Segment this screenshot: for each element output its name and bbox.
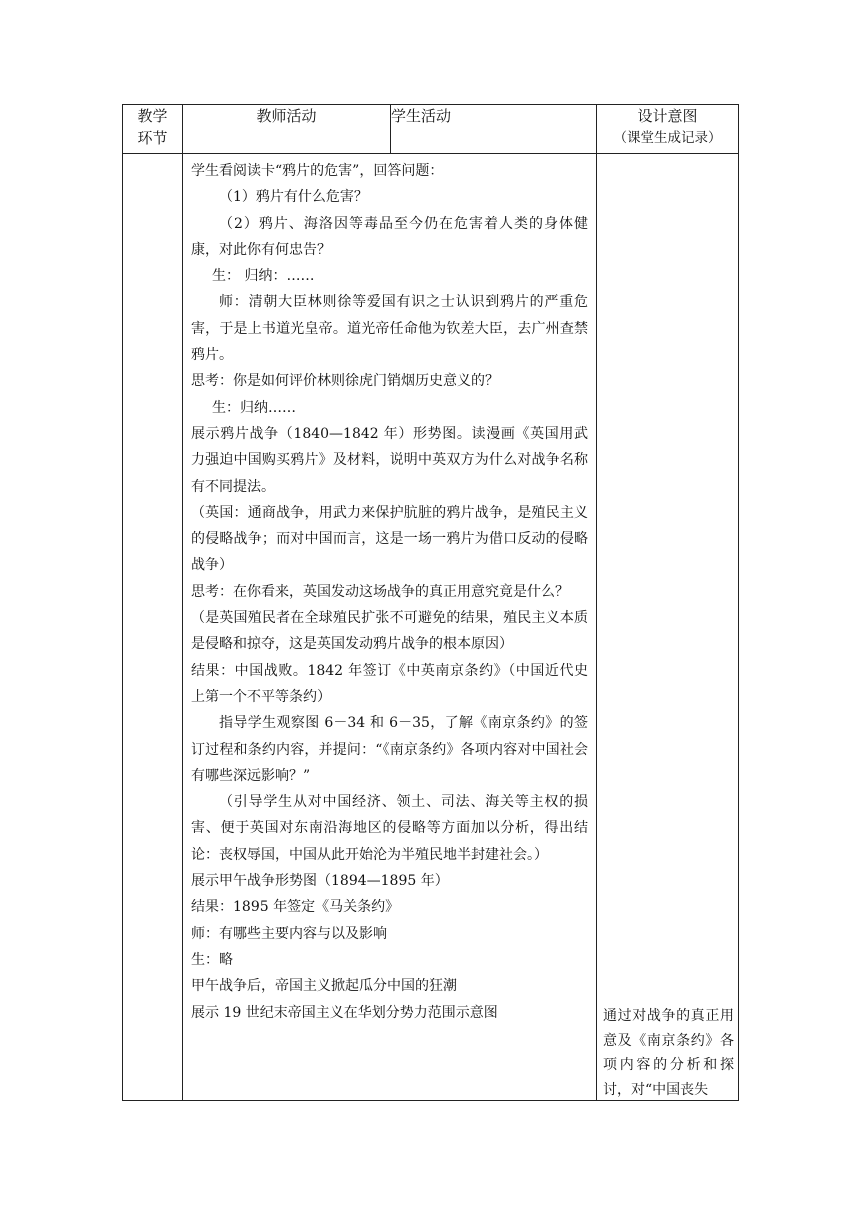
activity-paragraph: 展示 19 世纪末帝国主义在华划分势力范围示意图 (191, 1004, 498, 1021)
activity-paragraph: （2）鸦片、海洛因等毒品至今仍在危害着人类的身体健康，对此你有何忠告？ (191, 215, 588, 258)
header-teacher-activity: 教师活动 (183, 105, 391, 154)
activity-paragraph: 指导学生观察图 6－34 和 6－35，了解《南京条约》的签订过程和条约内容，并提问：“《南京条约》各项内容对中国社会有哪些深远影响？” (191, 715, 588, 784)
activity-paragraph: 思考：你是如何评价林则徐虎门销烟历史意义的？ (191, 373, 499, 390)
header-teaching-stage (123, 105, 183, 154)
activity-paragraph: 生：略 (191, 951, 233, 968)
activity-paragraph: 生： 归纳：…… (212, 268, 315, 285)
activity-paragraph: （1）鸦片有什么危害？ (219, 189, 368, 206)
activity-paragraph: 生：归纳…… (212, 399, 296, 416)
teaching-stage-cell (123, 154, 183, 1101)
activity-paragraph: （英国：通商战争，用武力来保护肮脏的鸦片战争，是殖民主义的侵略战争；而对中国而言，这是一场一鸦片为借口反动的侵略战争） (191, 504, 588, 574)
activity-paragraph: （引导学生从对中国经济、领土、司法、海关等主权的损害、便于英国对东南沿海地区的侵略等方面加以分析，得出结论：丧权辱国，中国从此开始沦为半殖民地半封建社会。） (191, 794, 588, 863)
activity-paragraph: 师：清朝大臣林则徐等爱国有识之士认识到鸦片的严重危害，于是上书道光皇帝。道光帝任命他为钦差大臣，去广州查禁鸦片。 (191, 294, 588, 364)
activity-paragraph: 展示甲午战争形势图（1894—1895 年） (191, 873, 449, 890)
teacher-activity-cell (183, 154, 597, 1101)
activity-paragraph: 甲午战争后，帝国主义掀起瓜分中国的狂潮 (191, 978, 457, 995)
activity-paragraph: 结果：中国战败。1842 年签订《中英南京条约》（中国近代史上第一个不平等条约） (191, 662, 588, 705)
design-intent-note: 通过对战争的真正用意及《南京条约》各项内容的分析和探讨，对“中国丧失 (603, 1008, 734, 1098)
header-design-line1: 设计意图 (637, 107, 698, 125)
activity-paragraph: 思考：在你看来，英国发动这场战争的真正用意究竟是什么？ (191, 583, 569, 600)
design-intent-cell (597, 154, 739, 1101)
table-body-row (123, 154, 739, 1101)
table-header-row (123, 105, 739, 154)
header-design-intent (597, 105, 739, 154)
activity-paragraph: 结果：1895 年签定《马关条约》 (191, 899, 400, 916)
header-stage-line1: 教学 (137, 107, 168, 125)
header-design-line2: （课堂生成记录） (613, 130, 722, 146)
header-stage-line2: 环节 (137, 129, 168, 147)
lesson-plan-table (122, 104, 739, 1101)
activity-paragraph: 展示鸦片战争（1840—1842 年）形势图。读漫画《英国用武力强迫中国购买鸦片》及材料，说明中英双方为什么对战争名称有不同提法。 (191, 425, 588, 495)
activity-paragraph: 学生看阅读卡“鸦片的危害”，回答问题： (191, 163, 444, 179)
header-student-activity: 学生活动 (391, 105, 597, 154)
activity-paragraph: 师：有哪些主要内容与以及影响 (191, 925, 387, 942)
activity-paragraph: （是英国殖民者在全球殖民扩张不可避免的结果，殖民主义本质是侵略和掠夺，这是英国发动鸦片战争的根本原因） (191, 610, 588, 653)
